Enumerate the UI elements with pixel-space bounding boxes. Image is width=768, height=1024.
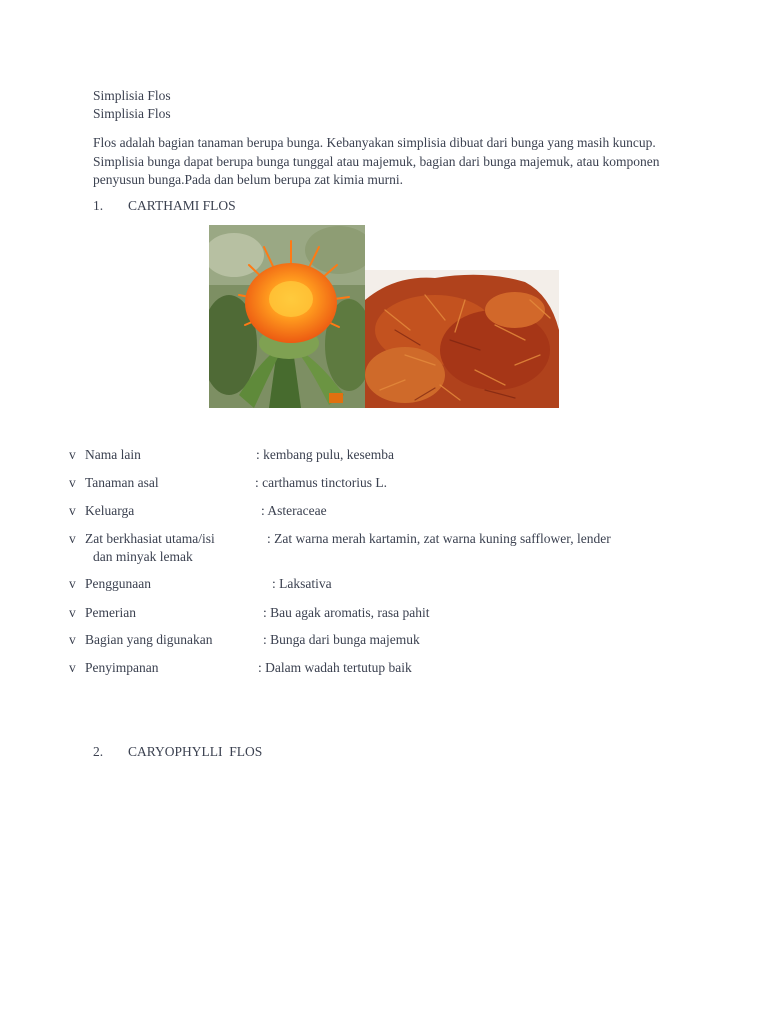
property-value: : Asteraceae [261, 503, 327, 518]
property-value: : Bau agak aromatis, rasa pahit [263, 605, 430, 620]
bullet-marker: v [69, 660, 76, 675]
bullet-marker: v [69, 531, 76, 546]
dried-safflower-petals-photo [365, 270, 559, 408]
section-heading-2 [93, 744, 262, 760]
section-heading-1 [93, 198, 236, 214]
bullet-marker: v [69, 605, 76, 620]
property-value: : Laksativa [272, 576, 332, 591]
property-label: Keluarga [85, 503, 135, 518]
intro-paragraph: Flos adalah bagian tanaman berupa bunga. Kebanyakan simplisia dibuat dari bunga yang masih kuncup. Simplisia bunga dapat berupa bunga tunggal atau majemuk, bagian dari bunga majemuk, atau komponen penyusun bunga.Pada dan belum berupa zat kimia murni. [93, 135, 660, 187]
bullet-marker: v [69, 447, 76, 462]
title-line-1: Simplisia Flos [93, 88, 171, 103]
property-label: Pemerian [85, 605, 136, 620]
bullet-marker: v [69, 503, 76, 518]
property-label: Zat berkhasiat utama/isi [85, 531, 215, 546]
safflower-flower-photo [209, 225, 365, 408]
section-number: 1. [93, 198, 104, 213]
section-title: CARYOPHYLLI FLOS [128, 744, 263, 759]
property-value: : Bunga dari bunga majemuk [263, 632, 420, 647]
property-row [69, 531, 689, 567]
property-value-continuation: dan minyak lemak [93, 549, 193, 564]
section-title: CARTHAMI FLOS [128, 198, 236, 213]
property-label: Penggunaan [85, 576, 151, 591]
section-number: 2. [93, 744, 104, 759]
title-line-2: Simplisia Flos [93, 106, 171, 121]
bullet-marker: v [69, 475, 76, 490]
property-label: Nama lain [85, 447, 141, 462]
property-value: : carthamus tinctorius L. [255, 475, 387, 490]
property-label: Penyimpanan [85, 660, 159, 675]
bullet-marker: v [69, 632, 76, 647]
property-value: : Zat warna merah kartamin, zat warna kuning safflower, lender [267, 531, 611, 546]
property-label: Tanaman asal [85, 475, 159, 490]
bullet-marker: v [69, 576, 76, 591]
property-label: Bagian yang digunakan [85, 632, 213, 647]
property-value: : kembang pulu, kesemba [256, 447, 394, 462]
property-value: : Dalam wadah tertutup baik [258, 660, 412, 675]
